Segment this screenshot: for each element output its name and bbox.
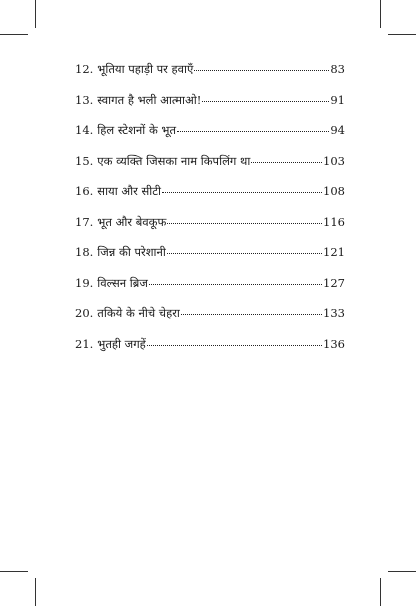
dot-leader	[167, 223, 322, 224]
crop-mark-top-left-h	[0, 34, 28, 35]
toc-entry-page: 108	[323, 184, 345, 198]
toc-entry-number: 14.	[75, 123, 94, 137]
toc-entry-page: 83	[330, 62, 345, 76]
toc-entry-title: भूत और बेवकूफ	[97, 214, 167, 229]
toc-entry[interactable]	[75, 245, 345, 276]
toc-entry-number: 20.	[75, 306, 94, 320]
dot-leader	[194, 70, 329, 71]
dot-leader	[177, 131, 329, 132]
dot-leader	[147, 345, 322, 346]
toc-entry-title: स्वागत है भली आत्माओ!	[97, 92, 202, 107]
toc-entry-title: भूतिया पहाड़ी पर हवाएँ	[97, 62, 194, 76]
toc-entry-page: 121	[323, 245, 345, 259]
crop-mark-bottom-right-h	[388, 571, 416, 572]
toc-entry-title: एक व्यक्ति जिसका नाम किपलिंग था	[97, 153, 251, 168]
toc-entry[interactable]	[75, 93, 345, 124]
toc-entry[interactable]	[75, 123, 345, 154]
toc-entry-page: 91	[330, 92, 345, 107]
crop-mark-top-right-h	[388, 34, 416, 35]
dot-leader	[181, 314, 322, 315]
toc-entry-number: 13.	[75, 92, 94, 107]
crop-mark-top-right	[380, 0, 381, 28]
toc-entry[interactable]	[75, 215, 345, 246]
dot-leader	[202, 101, 329, 102]
toc-entry[interactable]	[75, 306, 345, 337]
toc-entry-page: 127	[323, 275, 345, 290]
toc-entry-title: भुतही जगहें	[97, 336, 146, 351]
toc-entry-title: विल्सन ब्रिज	[97, 275, 148, 290]
crop-mark-bottom-right	[380, 578, 381, 606]
dot-leader	[149, 284, 322, 285]
toc-entry[interactable]	[75, 337, 345, 368]
crop-mark-bottom-left-h	[0, 571, 28, 572]
toc-entry-page: 116	[323, 214, 345, 229]
toc-entry-number: 12.	[75, 62, 94, 76]
toc-entry-number: 15.	[75, 153, 94, 168]
toc-entry-title: जिन्न की परेशानी	[97, 245, 166, 259]
toc-entry[interactable]	[75, 276, 345, 307]
dot-leader	[162, 192, 322, 193]
toc-entry[interactable]	[75, 154, 345, 185]
toc-entry-number: 17.	[75, 214, 94, 229]
toc-entry-title: तकिये के नीचे चेहरा	[97, 306, 180, 320]
toc-entry[interactable]	[75, 184, 345, 215]
toc-entry[interactable]	[75, 62, 345, 93]
toc-entry-page: 94	[330, 123, 345, 137]
dot-leader	[167, 253, 322, 254]
crop-mark-bottom-left	[35, 578, 36, 606]
dot-leader	[251, 162, 322, 163]
toc-entry-title: साया और सीटी	[97, 184, 162, 198]
toc-entry-number: 19.	[75, 275, 94, 290]
toc-entry-number: 18.	[75, 245, 94, 259]
toc-entry-title: हिल स्टेशनों के भूत	[97, 123, 177, 137]
toc-entry-number: 16.	[75, 184, 94, 198]
table-of-contents	[75, 62, 345, 367]
toc-entry-page: 133	[323, 306, 345, 320]
crop-mark-top-left	[35, 0, 36, 28]
toc-entry-number: 21.	[75, 336, 94, 351]
toc-entry-page: 136	[323, 336, 345, 351]
toc-entry-page: 103	[323, 153, 345, 168]
